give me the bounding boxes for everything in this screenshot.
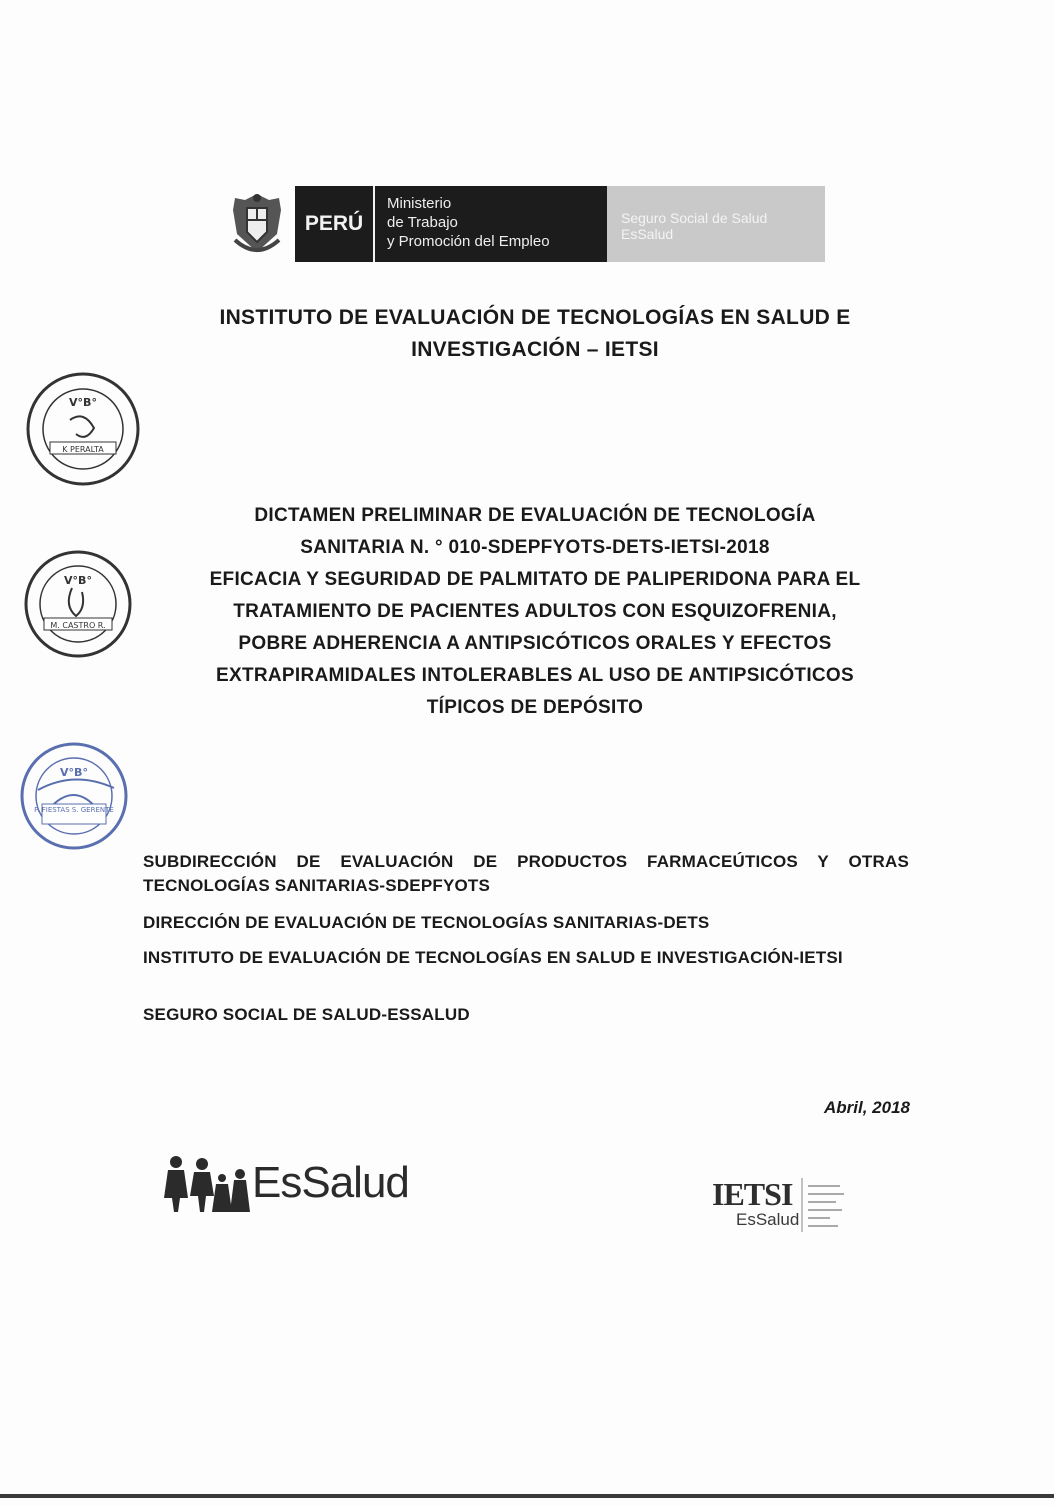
- approval-stamp-fiestas: [18, 740, 130, 852]
- agency-block: [607, 186, 825, 262]
- title-line: INVESTIGACIÓN – IETSI: [411, 338, 659, 361]
- approval-stamp-peralta: [24, 370, 142, 488]
- approval-stamp-castro: [22, 548, 134, 660]
- agency-line: EsSalud: [621, 226, 674, 242]
- title-line: DICTAMEN PRELIMINAR DE EVALUACIÓN DE TECNOLOGÍA: [254, 505, 816, 526]
- title-line: EXTRAPIRAMIDALES INTOLERABLES AL USO DE ANTIPSICÓTICOS: [216, 665, 854, 686]
- org-seguro: SEGURO SOCIAL DE SALUD-ESSALUD: [143, 1005, 470, 1024]
- stamp-name: M. CASTRO R.: [50, 621, 106, 630]
- ministry-line: de Trabajo: [387, 214, 458, 231]
- agency-line: Seguro Social de Salud: [621, 210, 768, 226]
- family-figures-icon: [160, 1154, 252, 1214]
- dictamen-title: [140, 500, 930, 724]
- ministry-block: [295, 186, 607, 262]
- essalud-logo: [160, 1150, 440, 1220]
- country-label: PERÚ: [295, 186, 375, 262]
- ministry-line: Ministerio: [387, 195, 452, 212]
- title-line: TÍPICOS DE DEPÓSITO: [426, 697, 644, 718]
- stamp-vb: V°B°: [64, 574, 92, 587]
- org-direccion: DIRECCIÓN DE EVALUACIÓN DE TECNOLOGÍAS SANITARIAS-DETS: [143, 913, 710, 932]
- institute-title: [140, 302, 930, 366]
- title-line: EFICACIA Y SEGURIDAD DE PALMITATO DE PALIPERIDONA PARA EL: [209, 569, 861, 590]
- ministry-name: [387, 194, 601, 251]
- bottom-scan-edge: [0, 1494, 1054, 1498]
- title-line: POBRE ADHERENCIA A ANTIPSICÓTICOS ORALES Y EFECTOS: [238, 633, 832, 654]
- ietsi-fine-print-icon: [800, 1178, 852, 1232]
- org-subdireccion: SUBDIRECCIÓN DE EVALUACIÓN DE PRODUCTOS FARMACEÚTICOS Y OTRAS TECNOLOGÍAS SANITARIAS-SDEPFYOTS: [143, 852, 909, 895]
- peru-coat-of-arms-icon: [225, 190, 289, 260]
- ietsi-subtitle: EsSalud: [736, 1210, 800, 1229]
- org-instituto: INSTITUTO DE EVALUACIÓN DE TECNOLOGÍAS EN SALUD E INVESTIGACIÓN-IETSI: [143, 948, 843, 967]
- header-banner: [225, 186, 825, 262]
- agency-name: [621, 210, 817, 242]
- stamp-vb: V°B°: [60, 766, 88, 779]
- stamp-name: K PERALTA: [62, 445, 104, 454]
- title-line: SANITARIA N. ° 010-SDEPFYOTS-DETS-IETSI-2018: [300, 537, 770, 558]
- document-date: Abril, 2018: [824, 1098, 910, 1117]
- ietsi-logo: [700, 1170, 860, 1240]
- title-line: INSTITUTO DE EVALUACIÓN DE TECNOLOGÍAS EN SALUD E: [219, 306, 851, 329]
- ministry-line: y Promoción del Empleo: [387, 233, 550, 250]
- essalud-wordmark: EsSalud: [252, 1158, 409, 1207]
- ietsi-wordmark: IETSI: [712, 1176, 793, 1212]
- title-line: TRATAMIENTO DE PACIENTES ADULTOS CON ESQUIZOFRENIA,: [233, 601, 837, 622]
- stamp-name: P. FIESTAS S. GERENTE: [34, 806, 114, 814]
- stamp-vb: V°B°: [69, 396, 97, 409]
